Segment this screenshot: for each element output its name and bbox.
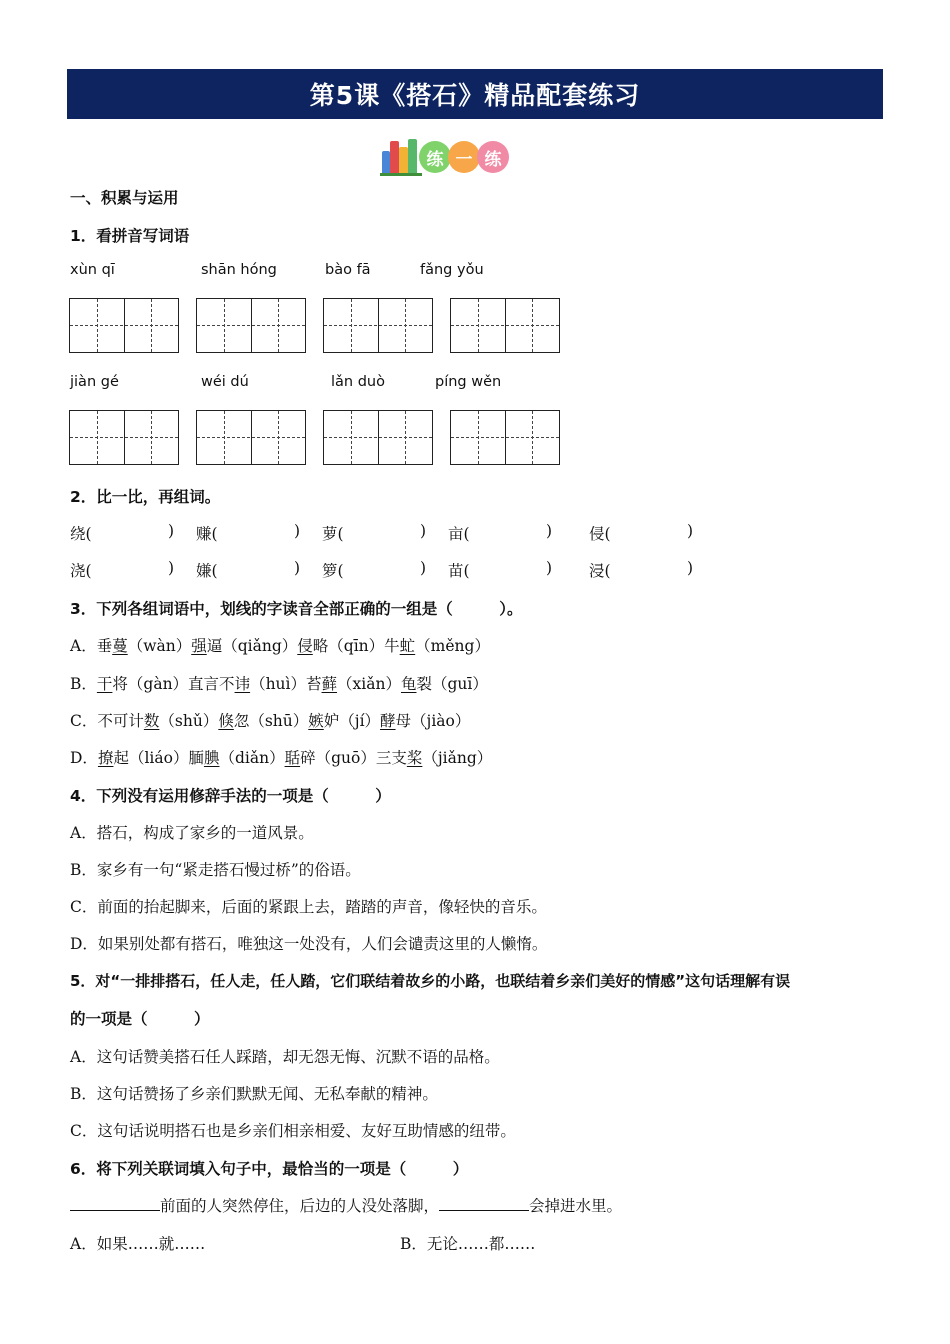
badge-char-3: 练: [477, 141, 509, 173]
q5-title-line1: 5．对“一排排搭石，任人走，任人踏，它们联结着故乡的小路，也联结着乡亲们美好的情感”这句话理解有误: [70, 972, 791, 990]
text: 将（gàn）直言不: [112, 675, 235, 693]
underlined-char: 藓: [321, 675, 338, 693]
underlined-char: 腆: [203, 749, 220, 767]
fill-blank[interactable]: [439, 1196, 529, 1211]
text: D．: [70, 749, 98, 767]
text: 会掉进水里。: [529, 1197, 623, 1215]
pinyin-7: lǎn duò: [331, 374, 385, 390]
text: 忽（shū）: [233, 712, 309, 730]
q6-sentence: [70, 1194, 622, 1216]
pinyin-1: xùn qī: [70, 262, 115, 278]
q2-title: 2．比一比，再组词。: [70, 488, 221, 506]
pinyin-6: wéi dú: [201, 374, 249, 390]
q1-title: 1．看拼音写词语: [70, 227, 190, 245]
page-title: 第5课《搭石》精品配套练习: [309, 81, 641, 110]
q3-option-b[interactable]: [70, 672, 488, 694]
text: （xiǎn）: [337, 675, 401, 693]
compare-char: 箩(: [322, 562, 344, 580]
text: 起（liáo）腼: [113, 749, 204, 767]
writing-grid[interactable]: [323, 410, 433, 465]
section-heading: 一、积累与运用: [70, 189, 179, 207]
text: （měng）: [415, 637, 490, 655]
pinyin-4: fǎng yǒu: [420, 262, 484, 278]
writing-grid[interactable]: [196, 298, 306, 353]
compare-char: 苗(: [448, 562, 470, 580]
compare-char: 侵(: [589, 525, 611, 543]
q6-title: 6．将下列关联词填入句子中，最恰当的一项是（ ）: [70, 1160, 469, 1178]
underlined-char: 数: [143, 712, 160, 730]
pinyin-3: bào fā: [325, 262, 371, 278]
compare-char: 赚(: [196, 525, 218, 543]
compare-close: ): [294, 559, 301, 577]
underlined-char: 干: [96, 675, 113, 693]
text: （wàn）: [127, 637, 192, 655]
underlined-char: 龟: [400, 675, 417, 693]
compare-char: 浇(: [70, 562, 92, 580]
q5-option-a[interactable]: A．这句话赞美搭石任人踩踏，却无怨无悔、沉默不语的品格。: [70, 1048, 500, 1066]
underlined-char: 倏: [218, 712, 234, 730]
compare-close: ): [546, 522, 553, 540]
q4-option-b[interactable]: B．家乡有一句“紧走搭石慢过桥”的俗语。: [70, 861, 361, 879]
text: 裂（guī）: [416, 675, 488, 693]
q6-option-a[interactable]: A．如果……就……: [70, 1235, 206, 1253]
underlined-char: 酵: [380, 712, 396, 730]
compare-close: ): [168, 522, 175, 540]
compare-close: ): [168, 559, 175, 577]
compare-close: ): [420, 559, 427, 577]
pinyin-8: píng wěn: [435, 374, 502, 390]
compare-close: ): [687, 522, 694, 540]
text: 碎（guō）三支: [300, 749, 407, 767]
q6-option-b[interactable]: B．无论……都……: [400, 1235, 536, 1253]
q3-option-c[interactable]: [70, 709, 470, 731]
q5-option-b[interactable]: B．这句话赞扬了乡亲们默默无闻、无私奉献的精神。: [70, 1085, 438, 1103]
compare-char: 萝(: [322, 525, 344, 543]
text: 前面的人突然停住，后边的人没处落脚，: [160, 1197, 440, 1215]
underlined-char: 虻: [399, 637, 416, 655]
writing-grid[interactable]: [323, 298, 433, 353]
pinyin-2: shān hóng: [201, 262, 277, 278]
text: （huì）苔: [250, 675, 322, 693]
pinyin-5: jiàn gé: [70, 374, 119, 390]
compare-close: ): [687, 559, 694, 577]
q3-option-d[interactable]: [70, 746, 492, 768]
text: （diǎn）: [219, 749, 285, 767]
compare-char: 嫌(: [196, 562, 218, 580]
badge-char-1: 练: [419, 141, 451, 173]
text: （shǔ）: [159, 712, 219, 730]
text: C．不可计: [70, 712, 144, 730]
q4-option-c[interactable]: C．前面的抬起脚来，后面的紧跟上去，踏踏的声音，像轻快的音乐。: [70, 898, 547, 916]
writing-grid[interactable]: [450, 410, 560, 465]
underlined-char: 聒: [284, 749, 301, 767]
underlined-char: 讳: [234, 675, 251, 693]
title-banner: [67, 69, 883, 119]
text: B．: [70, 675, 97, 693]
underlined-char: 强: [191, 637, 207, 655]
colorful-houses-icon: [380, 137, 422, 177]
compare-close: ): [294, 522, 301, 540]
compare-char: 亩(: [448, 525, 470, 543]
text: 妒（jí）: [323, 712, 381, 730]
writing-grid[interactable]: [69, 298, 179, 353]
q4-option-d[interactable]: D．如果别处都有搭石，唯独这一处没有，人们会谴责这里的人懒惰。: [70, 935, 548, 953]
writing-grid[interactable]: [69, 410, 179, 465]
text: 母（jiào）: [395, 712, 471, 730]
compare-close: ): [420, 522, 427, 540]
practice-badge: [380, 134, 509, 180]
q5-title-line2: 的一项是（ ）: [70, 1010, 210, 1028]
text: A．垂: [70, 637, 113, 655]
underlined-char: 撩: [97, 749, 114, 767]
q4-option-a[interactable]: A．搭石，构成了家乡的一道风景。: [70, 824, 314, 842]
underlined-char: 嫉: [308, 712, 324, 730]
text: 略（qīn）牛: [312, 637, 400, 655]
compare-char: 浸(: [589, 562, 611, 580]
underlined-char: 蔓: [112, 637, 128, 655]
writing-grid[interactable]: [450, 298, 560, 353]
compare-close: ): [546, 559, 553, 577]
q5-option-c[interactable]: C．这句话说明搭石也是乡亲们相亲相爱、友好互助情感的纽带。: [70, 1122, 516, 1140]
writing-grid[interactable]: [196, 410, 306, 465]
underlined-char: 侵: [297, 637, 313, 655]
text: 逼（qiǎng）: [206, 637, 298, 655]
badge-char-2: 一: [448, 141, 480, 173]
q4-title: 4．下列没有运用修辞手法的一项是（ ）: [70, 787, 391, 805]
underlined-char: 桨: [406, 749, 423, 767]
fill-blank[interactable]: [70, 1196, 160, 1211]
compare-char: 绕(: [70, 525, 92, 543]
q3-title: 3．下列各组词语中，划线的字读音全部正确的一组是（ ）。: [70, 600, 523, 618]
text: （jiǎng）: [422, 749, 493, 767]
q3-option-a[interactable]: [70, 634, 490, 656]
